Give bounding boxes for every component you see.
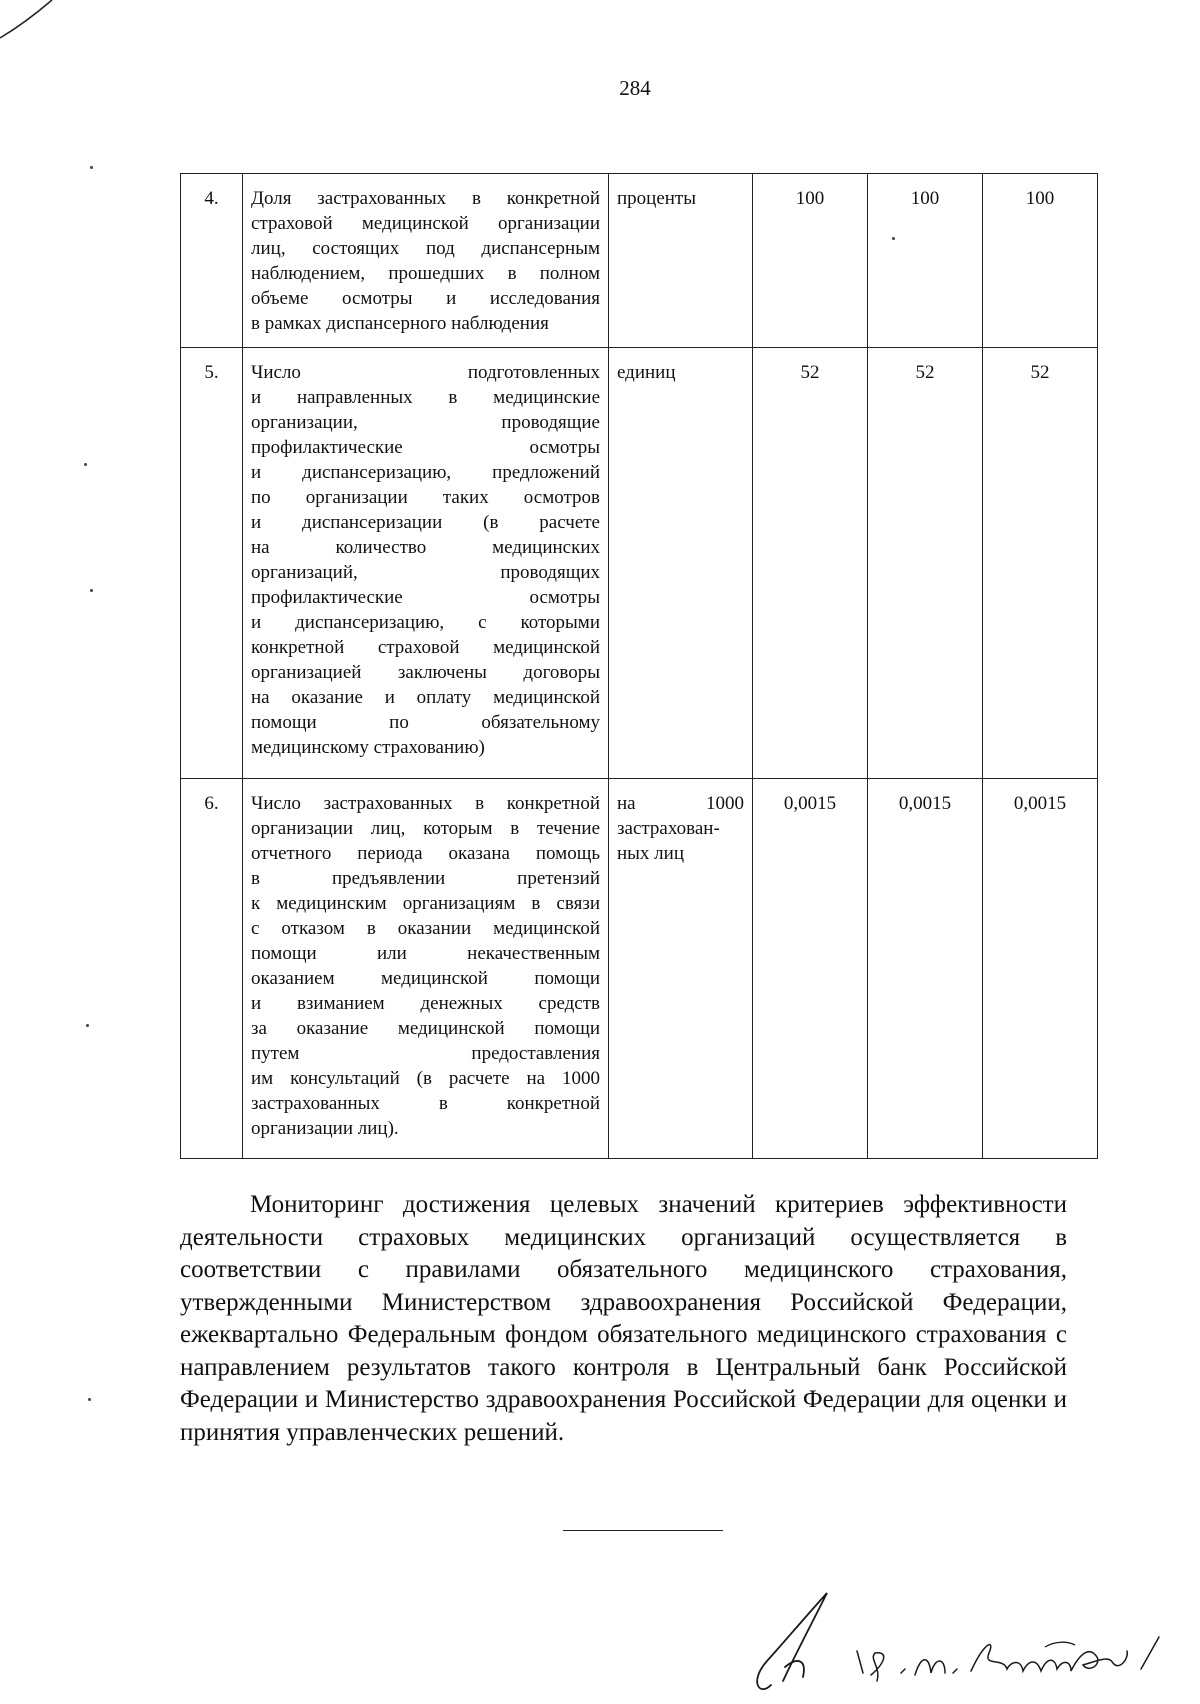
target-value-2: 52 — [868, 348, 983, 779]
margin-pen-stroke — [0, 0, 60, 50]
criteria-table — [180, 173, 1098, 1159]
table-row — [181, 779, 1098, 1159]
table-row — [181, 348, 1098, 779]
scan-speck — [86, 1024, 89, 1027]
handwritten-signature — [745, 1585, 1185, 1700]
criterion-name: Число подготовленных и направленных в медицинские организации, проводящие профилактические осмотры и диспансеризацию, предложений по организации таких осмотров и диспансеризации (в расчете на количество медицинских организаций, проводящих профилактические осмотры и диспансеризацию, с которыми конкретной страховой медицинской организацией заключены договоры на оказание и оплату медицинской помощи по обязательному медицинскому страхованию) — [243, 348, 609, 779]
scan-speck — [892, 237, 895, 240]
table-row — [181, 174, 1098, 348]
target-value-2: 100 — [868, 174, 983, 348]
scan-speck — [90, 166, 93, 169]
unit-of-measure: единиц — [609, 348, 753, 779]
target-value-1: 100 — [753, 174, 868, 348]
criterion-name: Доля застрахованных в конкретной страховой медицинской организации лиц, состоящих под диспансерным наблюдением, прошедших в полном объеме осмотры и исследования в рамках диспансерного наблюдения — [243, 174, 609, 348]
scan-speck — [88, 1398, 91, 1401]
scan-speck — [84, 463, 87, 466]
scan-speck — [90, 589, 93, 592]
row-number: 6. — [181, 779, 243, 1159]
target-value-3: 0,0015 — [983, 779, 1098, 1159]
target-value-2: 0,0015 — [868, 779, 983, 1159]
unit-of-measure: на 1000 застрахован- ных лиц — [609, 779, 753, 1159]
monitoring-paragraph: Мониторинг достижения целевых значений критериев эффективности деятельности страховых медицинских организаций осуществляется в соответствии с правилами обязательного медицинского страхования, утвержденными Министерством здравоохранения Российской Федерации, ежеквартально Федеральным фондом обязательного медицинского страхования с направлением результатов такого контроля в Центральный банк Российской Федерации и Министерство здравоохранения Российской Федерации для оценки и принятия управленческих решений. — [180, 1191, 1067, 1446]
target-value-1: 52 — [753, 348, 868, 779]
target-value-1: 0,0015 — [753, 779, 868, 1159]
row-number: 4. — [181, 174, 243, 348]
page-number: 284 — [619, 76, 651, 100]
row-number: 5. — [181, 348, 243, 779]
unit-of-measure: проценты — [609, 174, 753, 348]
target-value-3: 100 — [983, 174, 1098, 348]
target-value-3: 52 — [983, 348, 1098, 779]
criterion-name: Число застрахованных в конкретной организации лиц, которым в течение отчетного периода оказана помощь в предъявлении претензий к медицинским организациям в связи с отказом в оказании медицинской помощи или некачественным оказанием медицинской помощи и взиманием денежных средств за оказание медицинской помощи путем предоставления им консультаций (в расчете на 1000 застрахованных в конкретной организации лиц). — [243, 779, 609, 1159]
closing-rule — [563, 1530, 723, 1531]
